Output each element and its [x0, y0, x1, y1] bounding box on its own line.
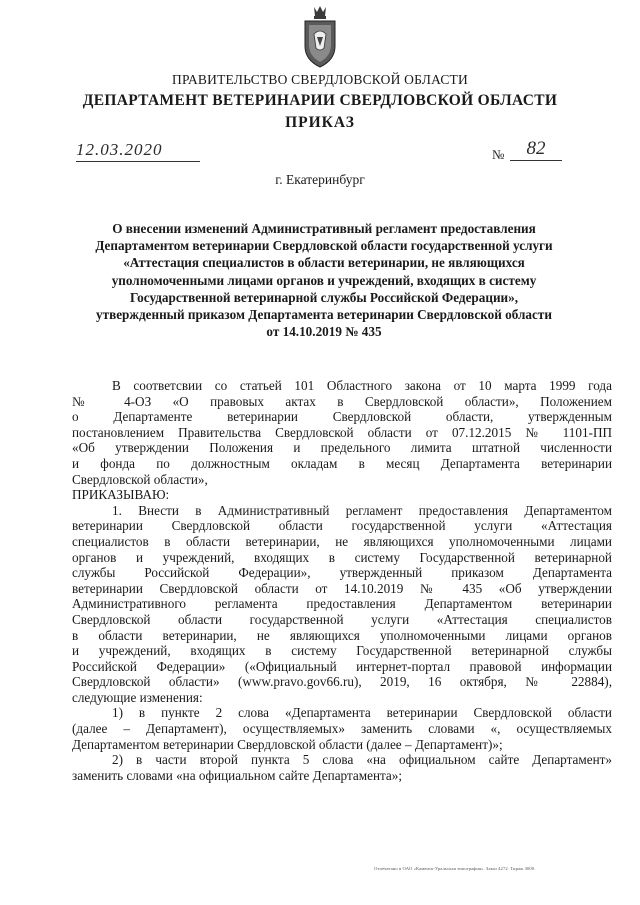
order-number: 82 — [510, 138, 562, 161]
body-line: Российской Федерации» («Официальный интернет-портал правовой информации — [72, 658, 612, 674]
title-line: от 14.10.2019 № 435 — [266, 324, 382, 340]
coat-of-arms-icon — [300, 4, 340, 70]
body-line: Административного регламента предоставления Департаментом ветеринарии — [72, 596, 612, 612]
body-line: органов и учреждений, входящих в систему Государственной ветеринарной — [72, 549, 612, 565]
body-line: 1. Внести в Административный регламент предоставления Департаментом — [112, 502, 612, 518]
body-line: Свердловской области государственной услуги «Аттестация специалистов — [72, 611, 612, 627]
print-note: Отпечатано в ОАО «Каменск-Уральская типография». Заказ 4272. Тираж 3000. — [374, 866, 536, 871]
body-line: «Об утверждении Положения и предельного лимита штатной численности — [72, 440, 612, 456]
title-line: уполномоченными лицами органов и учреждений, входящих в систему — [111, 272, 537, 288]
body-line: (далее – Департамент), осуществляемых» заменить словами «, осуществляемых — [72, 721, 612, 737]
body-line: заменить словами «на официальном сайте Департамента»; — [72, 767, 403, 783]
document-title — [66, 220, 582, 340]
body-line: постановлением Правительства Свердловской области от 07.12.2015 № 1101-ПП — [72, 424, 612, 440]
order-number-label: № — [492, 147, 505, 162]
body-line: следующие изменения: — [72, 689, 203, 705]
order-directive: ПРИКАЗЫВАЮ: — [72, 487, 170, 503]
title-line: утвержденный приказом Департамента ветеринарии Свердловской области — [96, 307, 552, 323]
body-line: ветеринарии Свердловской области от 14.10.2019 № 435 «Об утверждении — [72, 580, 612, 596]
body-line: ветеринарии Свердловской области государственной услуги «Аттестация — [72, 518, 612, 534]
body-line: о Департаменте ветеринарии Свердловской области, утвержденным — [72, 409, 612, 425]
title-line: Государственной ветеринарной службы Российской Федерации», — [129, 289, 519, 305]
city: г. Екатеринбург — [275, 172, 365, 187]
body-line: Свердловской области» (www.pravo.gov66.ru), 2019, 16 октября, № 22884), — [72, 674, 612, 690]
body-line: 2) в части второй пункта 5 слова «на официальном сайте Департамент» — [112, 752, 612, 768]
body-line: № 4-ОЗ «О правовых актах в Свердловской области», Положением — [72, 393, 612, 409]
document-body — [72, 378, 612, 783]
body-line: в области ветеринарии, не являющихся уполномоченными лицами органов — [72, 627, 612, 643]
body-line: 1) в пункте 2 слова «Департамента ветеринарии Свердловской области — [112, 705, 612, 721]
body-line: и учреждений, входящих в систему Государственной ветеринарной службы — [72, 643, 612, 659]
department-heading: ДЕПАРТАМЕНТ ВЕТЕРИНАРИИ СВЕРДЛОВСКОЙ ОБЛАСТИ — [82, 92, 558, 109]
body-line: специалистов в области ветеринарии, не являющихся уполномоченными лицами — [72, 533, 612, 549]
title-line: Департаментом ветеринарии Свердловской области государственной услуги — [95, 238, 553, 254]
body-line: Свердловской области», — [72, 471, 208, 487]
body-line: службы Российской Федерации», утвержденный приказом Департамента — [72, 565, 612, 581]
document-type: ПРИКАЗ — [285, 114, 355, 131]
body-line: и фонда по должностным окладам в месяц Департамента ветеринарии — [72, 455, 612, 471]
title-line: «Аттестация специалистов в области ветеринарии, не являющихся — [123, 255, 525, 271]
government-heading: ПРАВИТЕЛЬСТВО СВЕРДЛОВСКОЙ ОБЛАСТИ — [172, 72, 468, 87]
body-line: Департаментом ветеринарии Свердловской области (далее – Департамент)»; — [72, 736, 503, 752]
order-date: 12.03.2020 — [76, 140, 200, 162]
title-line: О внесении изменений Административный регламент предоставления — [112, 221, 536, 236]
body-line: В соответсвии со статьей 101 Областного закона от 10 марта 1999 года — [112, 378, 612, 393]
